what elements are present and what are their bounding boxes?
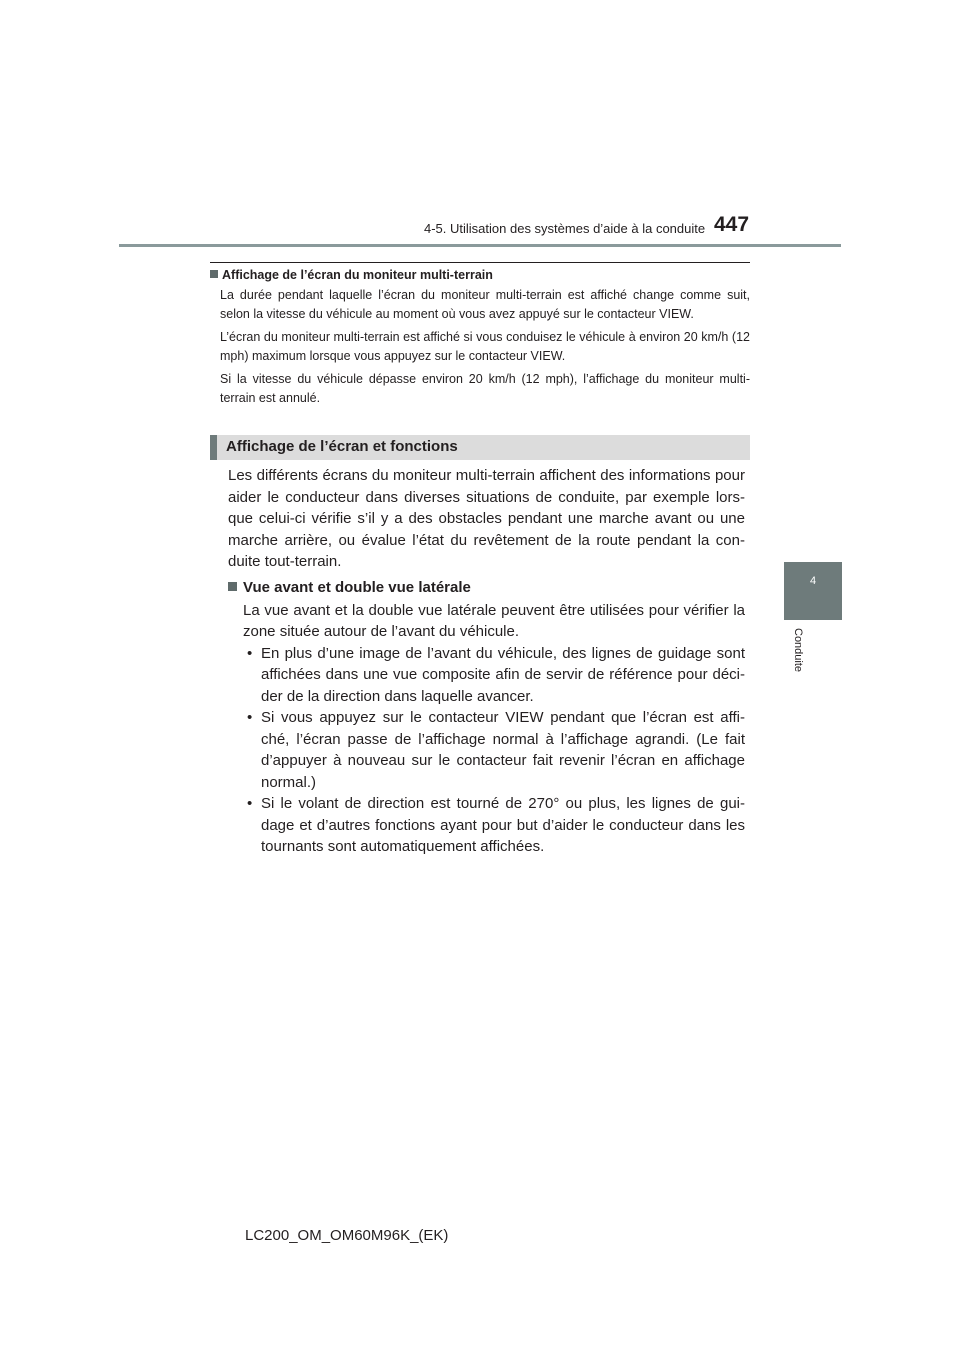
list-item: • Si le volant de direction est tourné de 270° ou plus, les lignes de gui-dage et d’autres fonctions ayant pour but d’aider le conducteur dans les tournants sont automatiquement affichées.	[243, 793, 745, 858]
note-top-rule	[210, 262, 750, 263]
section-intro: Les différents écrans du moniteur multi-terrain affichent des informations pour aider le conducteur dans diverses situations de conduite, par exemple lors-que celui-ci vérifie s’il y a des obstacles pendant une marche avant ou une marche arrière, ou évalue l’état du revêtement de la route pendant la con-duite tout-terrain.	[228, 467, 745, 570]
note-paragraph: La durée pendant laquelle l’écran du moniteur multi-terrain est affiché change comme suit, selon la vitesse du véhicule au moment où vous avez appuyé sur le contacteur VIEW.	[220, 288, 750, 321]
page-number: 447	[714, 213, 750, 236]
list-item: • Si vous appuyez sur le contacteur VIEW pendant que l’écran est affi-ché, l’écran passe de l’affichage normal à l’affichage agrandi. (Le fait d’appuyer à nouveau sur le contacteur fait revenir l’écran en affichage normal.)	[243, 707, 745, 793]
header-rule	[119, 244, 841, 247]
note-heading	[210, 268, 750, 282]
note-block	[210, 268, 750, 407]
subsection-content	[228, 600, 745, 858]
list-item: • En plus d’une image de l’avant du véhicule, des lignes de guidage sont affichées dans une vue composite afin de servir de référence pour déci-der de la direction dans laquelle avancer.	[243, 643, 745, 708]
note-paragraph: Si la vitesse du véhicule dépasse environ 20 km/h (12 mph), l’affichage du moniteur multi-terrain est annulé.	[220, 372, 750, 405]
document-code: LC200_OM_OM60M96K_(EK)	[245, 1227, 449, 1244]
square-bullet-icon	[228, 582, 237, 591]
section-title: Affichage de l’écran et fonctions	[226, 438, 458, 455]
subsection-heading	[228, 579, 745, 596]
chapter-tab	[784, 562, 842, 620]
running-header-section: 4-5. Utilisation des systèmes d’aide à la conduite	[424, 221, 706, 236]
section-body	[228, 465, 745, 858]
subsection-text: La vue avant et la double vue latérale peuvent être utilisées pour vérifier la zone située autour de l’avant du véhicule.	[243, 601, 745, 640]
section-title-accent	[210, 435, 217, 460]
note-paragraph: L’écran du moniteur multi-terrain est affiché si vous conduisez le véhicule à environ 20 km/h (12 mph) maximum lorsque vous appuyez sur le contacteur VIEW.	[220, 330, 750, 363]
note-title: Affichage de l’écran du moniteur multi-terrain	[222, 268, 493, 282]
chapter-tab-label: Conduite	[792, 628, 804, 673]
chapter-tab-number: 4	[809, 575, 817, 587]
subsection-title: Vue avant et double vue latérale	[243, 578, 471, 596]
square-bullet-icon	[210, 270, 218, 278]
